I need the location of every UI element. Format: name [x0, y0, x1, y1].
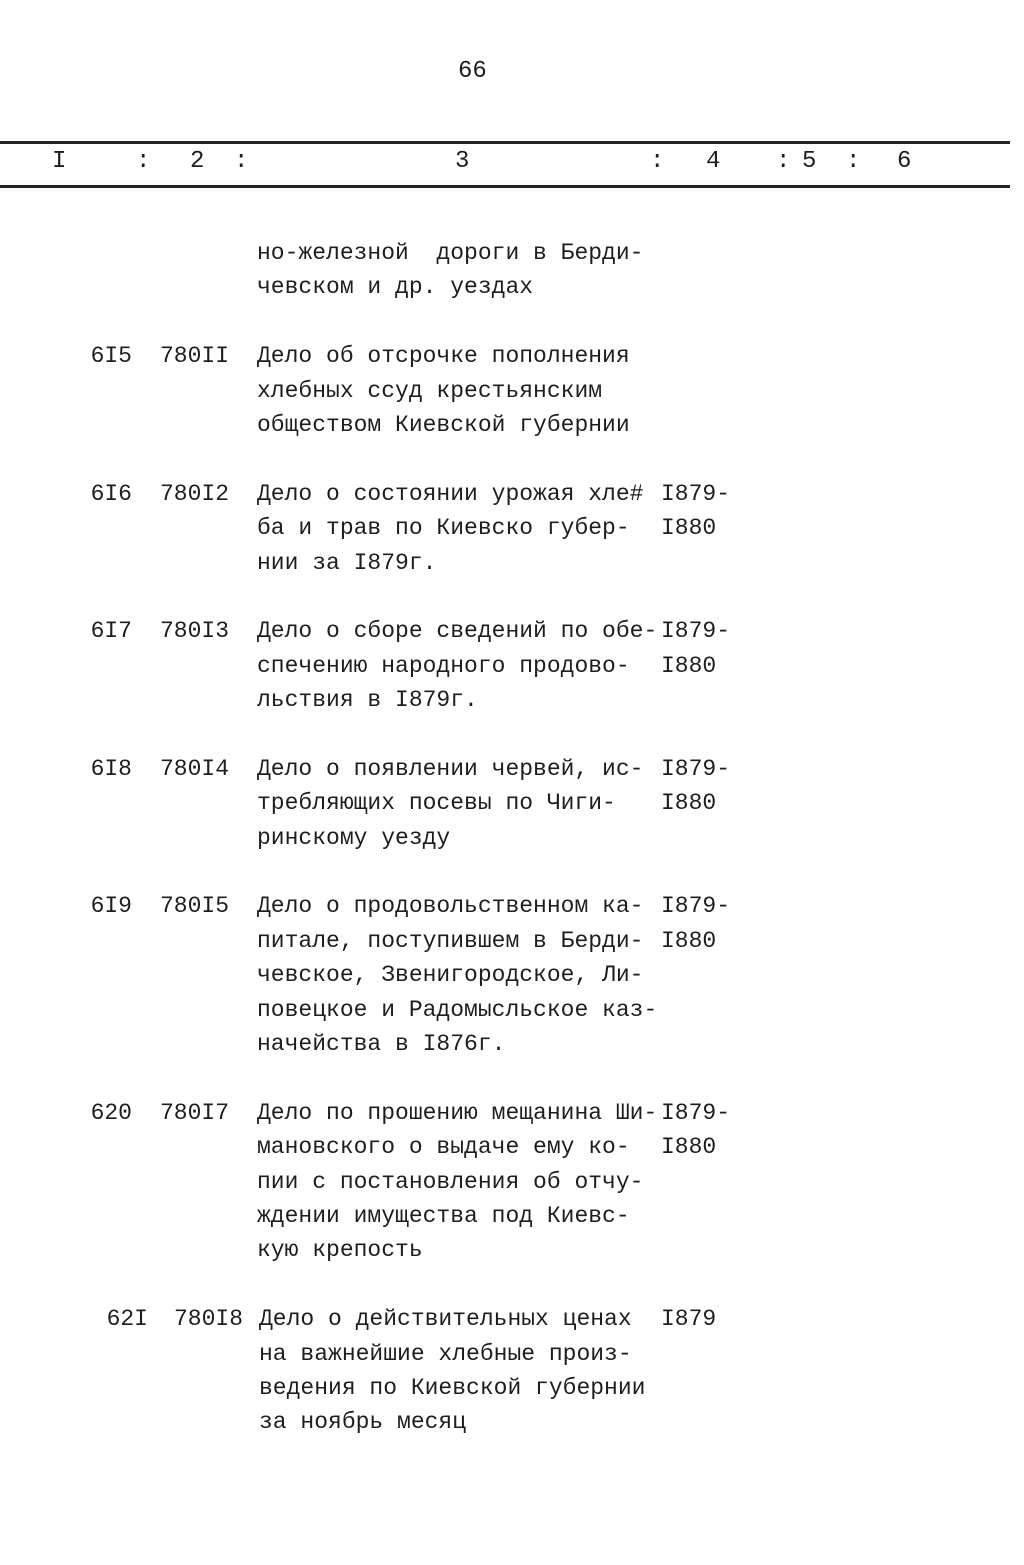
description-line: за ноябрь месяц [259, 1409, 467, 1436]
entry-dates [661, 477, 730, 546]
description-line: ба и трав по Киевско губер- [257, 515, 630, 542]
header-top-rule [0, 141, 1010, 144]
entry-number: 6I8 [90, 755, 132, 782]
description-line: на важнейшие хлебные произ- [259, 1340, 632, 1367]
entry-dates [661, 1302, 716, 1336]
description-line: мановского о выдаче ему ко- [257, 1134, 630, 1161]
description-line: требляющих посевы по Чиги- [257, 790, 616, 817]
inventory-number: 780I7 [160, 1099, 230, 1126]
column-separator: : [776, 148, 791, 175]
entry-description [257, 752, 657, 855]
header-bottom-rule [0, 185, 1010, 188]
entry-dates [661, 614, 730, 683]
inventory-entry [0, 339, 1024, 442]
description-line: повецкое и Радомысльское каз- [257, 996, 658, 1023]
inventory-entry [0, 236, 1024, 305]
date-line: I879- [661, 755, 731, 782]
inventory-number: 780I2 [160, 480, 230, 507]
date-line: I879- [661, 893, 731, 920]
description-line: спечению народного продово- [257, 652, 630, 679]
description-line: кую крепость [257, 1237, 423, 1264]
entry-description [257, 339, 657, 442]
column-separator: : [234, 148, 249, 175]
page-number: 66 [458, 58, 487, 85]
entry-description [257, 889, 657, 1061]
entry-number: 62I [106, 1306, 148, 1333]
entry-dates [661, 752, 730, 821]
description-line: Дело о состоянии урожая хле# [257, 480, 644, 507]
date-line: I880 [661, 652, 717, 679]
description-line: начейства в I876г. [257, 1030, 506, 1057]
column-separator: : [846, 148, 861, 175]
description-line: нии за I879г. [257, 549, 437, 576]
column-separator: : [650, 148, 665, 175]
column-separator: : [136, 148, 151, 175]
column-header-6: 6 [897, 148, 912, 175]
column-header-4: 4 [706, 148, 721, 175]
column-header-2: 2 [190, 148, 205, 175]
description-line: Дело о появлении червей, ис- [257, 755, 644, 782]
entry-description [259, 1302, 659, 1440]
date-line: I880 [661, 515, 717, 542]
description-line: питале, поступившем в Берди- [257, 927, 644, 954]
entry-number: 6I6 [90, 480, 132, 507]
entry-dates [661, 1096, 730, 1165]
description-line: чевское, Звенигородское, Ли- [257, 962, 644, 989]
description-line: ведения по Киевской губернии [259, 1374, 646, 1401]
date-line: I879 [661, 1306, 717, 1333]
date-line: I880 [661, 1134, 717, 1161]
description-line: ждении имущества под Киевс- [257, 1202, 630, 1229]
inventory-entry [0, 752, 1024, 855]
inventory-entry [0, 889, 1024, 1061]
entry-dates [661, 889, 730, 958]
description-line: льствия в I879г. [257, 687, 478, 714]
entry-description [257, 477, 657, 580]
entry-description [257, 236, 657, 305]
description-line: Дело по прошению мещанина Ши- [257, 1099, 658, 1126]
inventory-list [0, 236, 1024, 1474]
entry-number: 6I9 [90, 893, 132, 920]
description-line: но-железной дороги в Берди- [257, 240, 644, 266]
date-line: I880 [661, 790, 717, 817]
inventory-number: 780I5 [160, 893, 230, 920]
inventory-number: 780I3 [160, 618, 230, 645]
inventory-entry [0, 614, 1024, 717]
description-line: Дело о сборе сведений по обе- [257, 618, 658, 645]
description-line: Дело о действительных ценах [259, 1306, 632, 1333]
inventory-entry [0, 477, 1024, 580]
description-line: обществом Киевской губернии [257, 411, 630, 438]
column-header-1: I [52, 148, 67, 175]
date-line: I879- [661, 1099, 731, 1126]
entry-description [257, 1096, 657, 1268]
date-line: I879- [661, 618, 731, 645]
entry-number: 6I7 [90, 618, 132, 645]
date-line: I879- [661, 480, 731, 507]
description-line: Дело об отсрочке пополнения [257, 343, 630, 370]
entry-number: 6I5 [90, 343, 132, 370]
entry-description [257, 614, 657, 717]
column-header-5: 5 [802, 148, 817, 175]
column-header-3: 3 [455, 148, 470, 175]
description-line: пии с постановления об отчу- [257, 1168, 644, 1195]
inventory-number: 780I8 [174, 1306, 244, 1333]
inventory-number: 780I4 [160, 755, 230, 782]
inventory-entry [0, 1096, 1024, 1268]
inventory-entry [0, 1302, 1024, 1440]
description-line: хлебных ссуд крестьянским [257, 377, 603, 404]
inventory-number: 780II [160, 343, 230, 370]
description-line: чевском и др. уездах [257, 274, 534, 301]
description-line: ринскому уезду [257, 824, 451, 851]
description-line: Дело о продовольственном ка- [257, 893, 644, 920]
entry-number: 620 [90, 1099, 132, 1126]
date-line: I880 [661, 927, 717, 954]
